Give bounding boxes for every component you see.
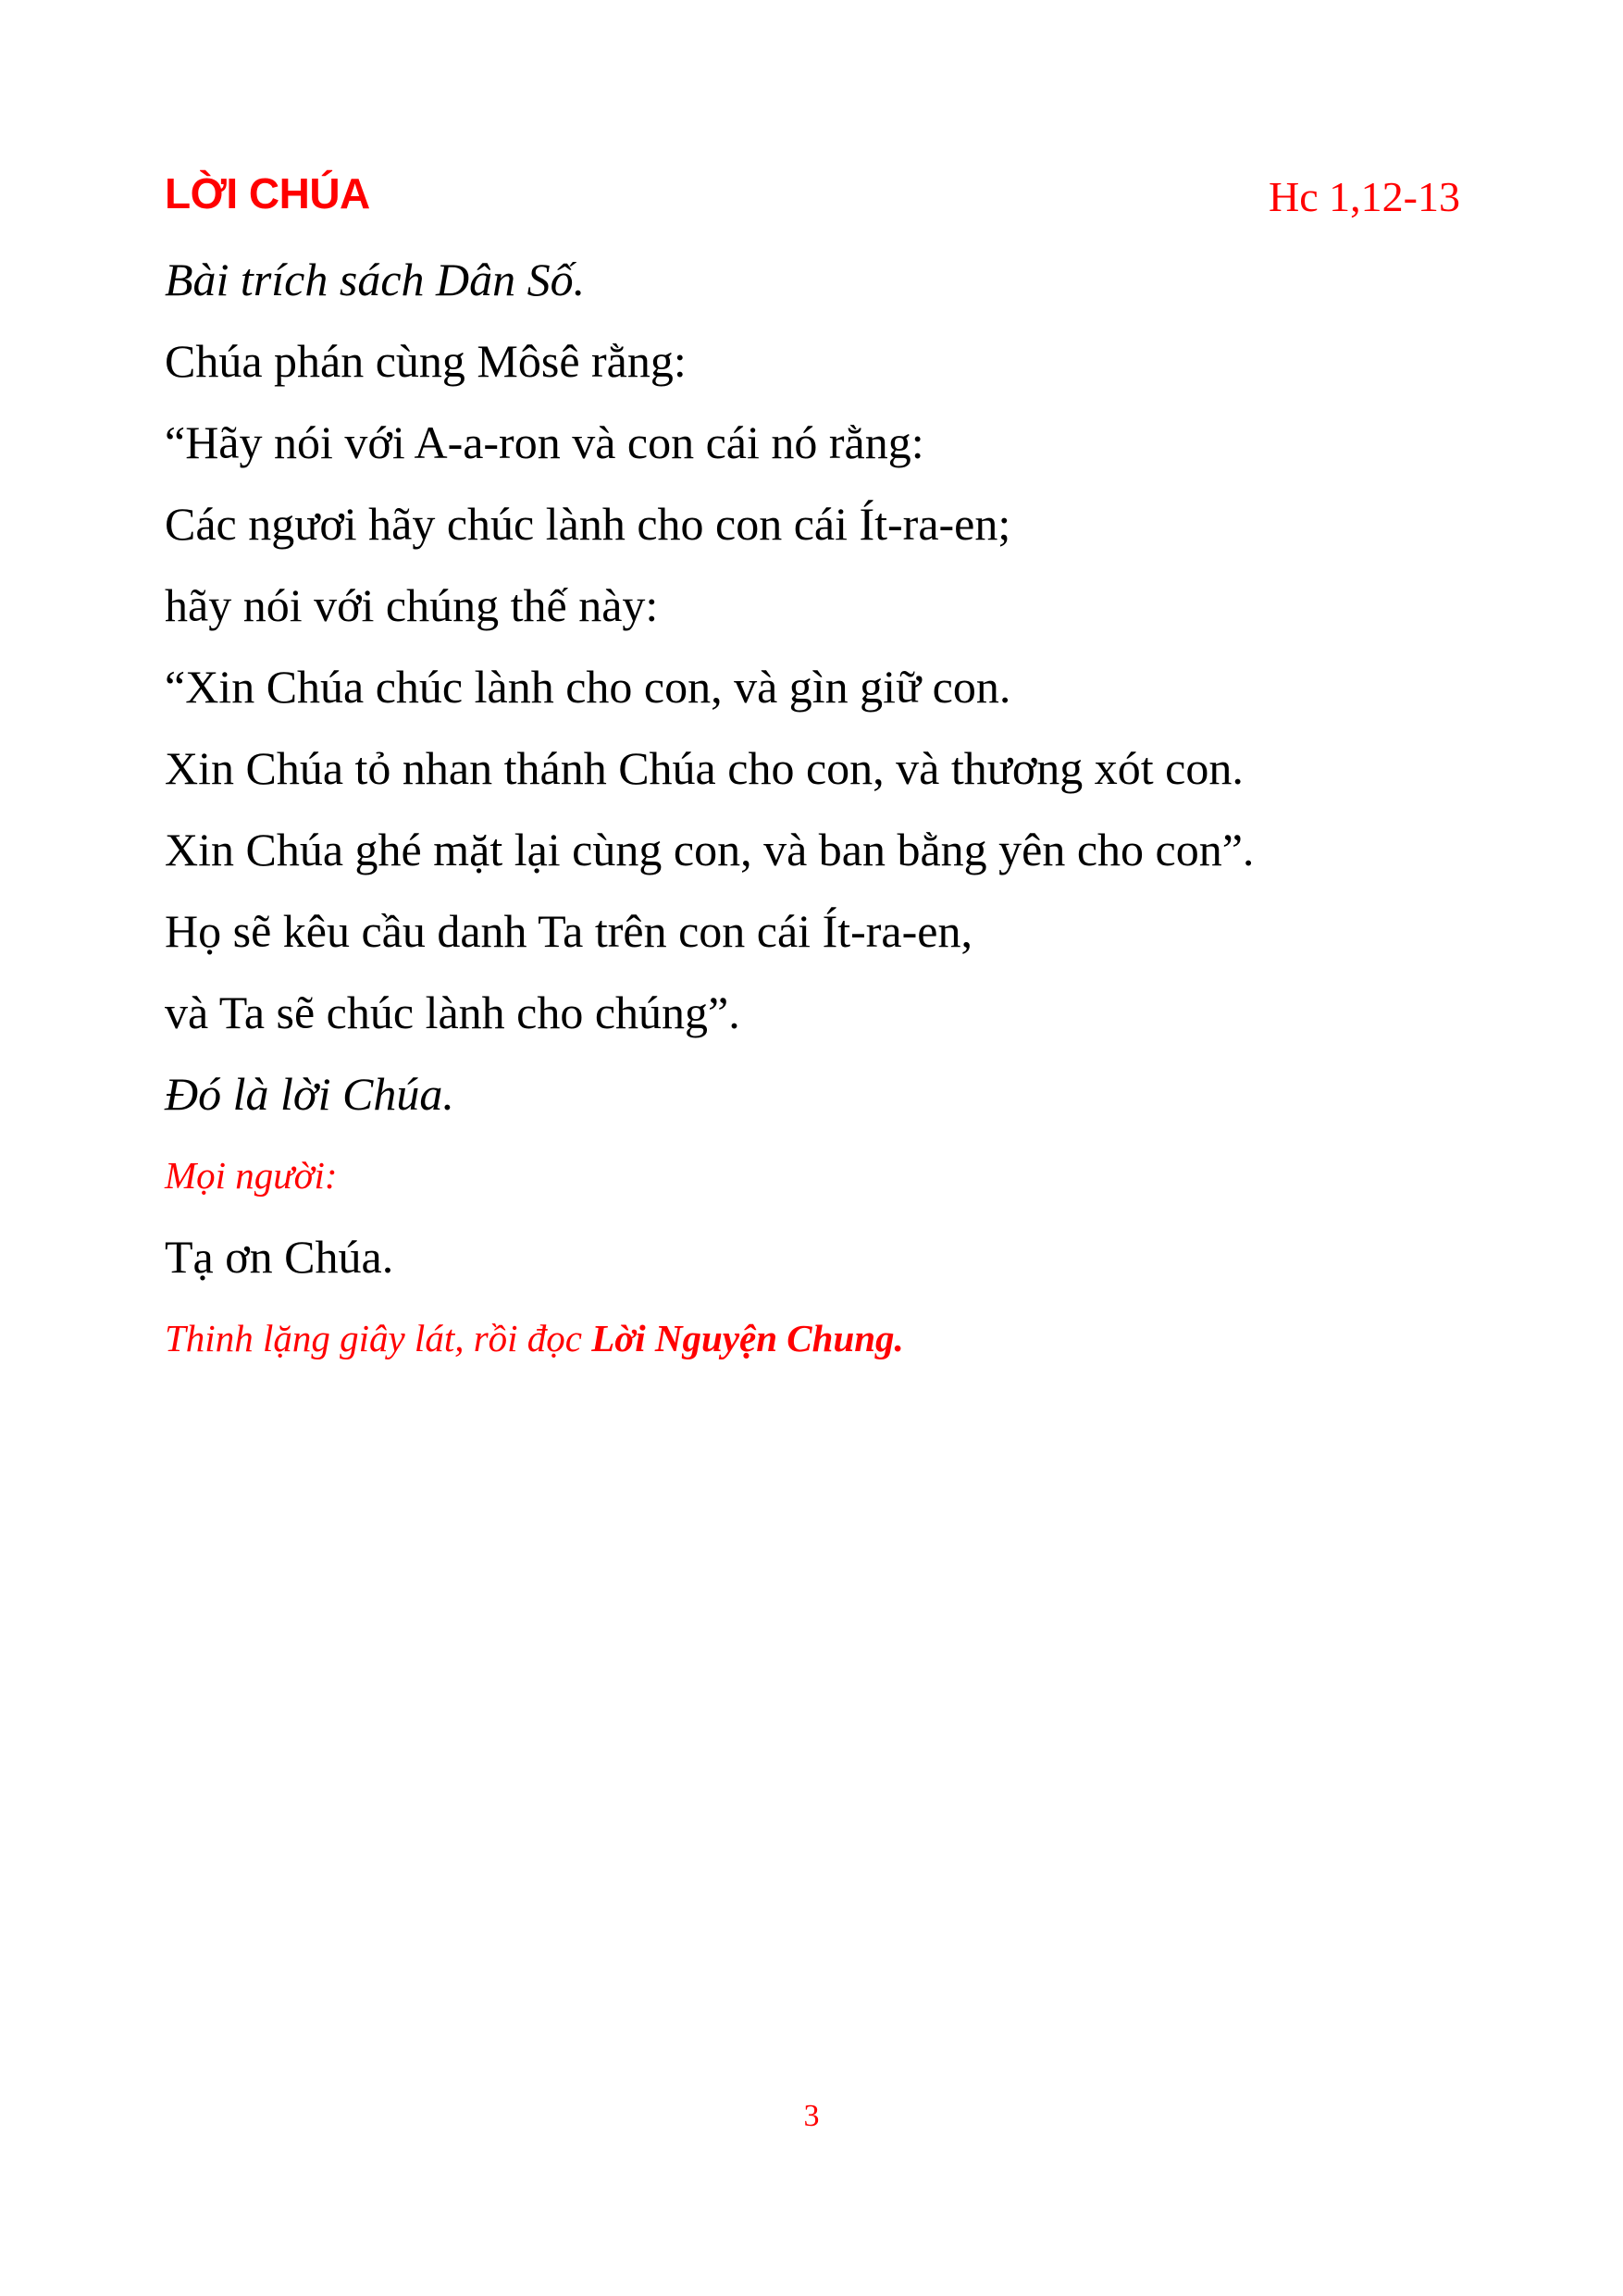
reading-body xyxy=(165,239,1479,1379)
reading-line: Các ngươi hãy chúc lành cho con cái Ít-ra-en; xyxy=(165,498,1011,550)
reading-header xyxy=(165,165,1460,230)
reading-line: Chúa phán cùng Môsê rằng: xyxy=(165,335,687,387)
reading-intro: Bài trích sách Dân Số. xyxy=(165,254,586,305)
section-title: LỜI CHÚA xyxy=(165,169,370,217)
instruction-text: Thinh lặng giây lát, rồi đọc xyxy=(165,1317,592,1359)
reading-line: Họ sẽ kêu cầu danh Ta trên con cái Ít-ra-en, xyxy=(165,905,973,957)
page-number: 3 xyxy=(803,2099,820,2133)
reading-line: hãy nói với chúng thế này: xyxy=(165,579,659,631)
response-label: Mọi người: xyxy=(165,1154,338,1197)
reading-line: và Ta sẽ chúc lành cho chúng”. xyxy=(165,987,740,1038)
reading-closing: Đó là lời Chúa. xyxy=(165,1068,454,1120)
scripture-reference: Hc 1,12-13 xyxy=(1269,173,1460,220)
response-text: Tạ ơn Chúa. xyxy=(165,1231,394,1283)
rubric-instruction xyxy=(165,1297,1479,1379)
reading-line: “Xin Chúa chúc lành cho con, và gìn giữ con. xyxy=(165,661,1011,713)
instruction-bold-text: Lời Nguyện Chung. xyxy=(591,1317,904,1359)
reading-line: “Hãy nói với A-a-ron và con cái nó rằng: xyxy=(165,416,924,468)
reading-line: Xin Chúa tỏ nhan thánh Chúa cho con, và thương xót con. xyxy=(165,742,1244,794)
reading-line: Xin Chúa ghé mặt lại cùng con, và ban bằng yên cho con”. xyxy=(165,824,1255,875)
